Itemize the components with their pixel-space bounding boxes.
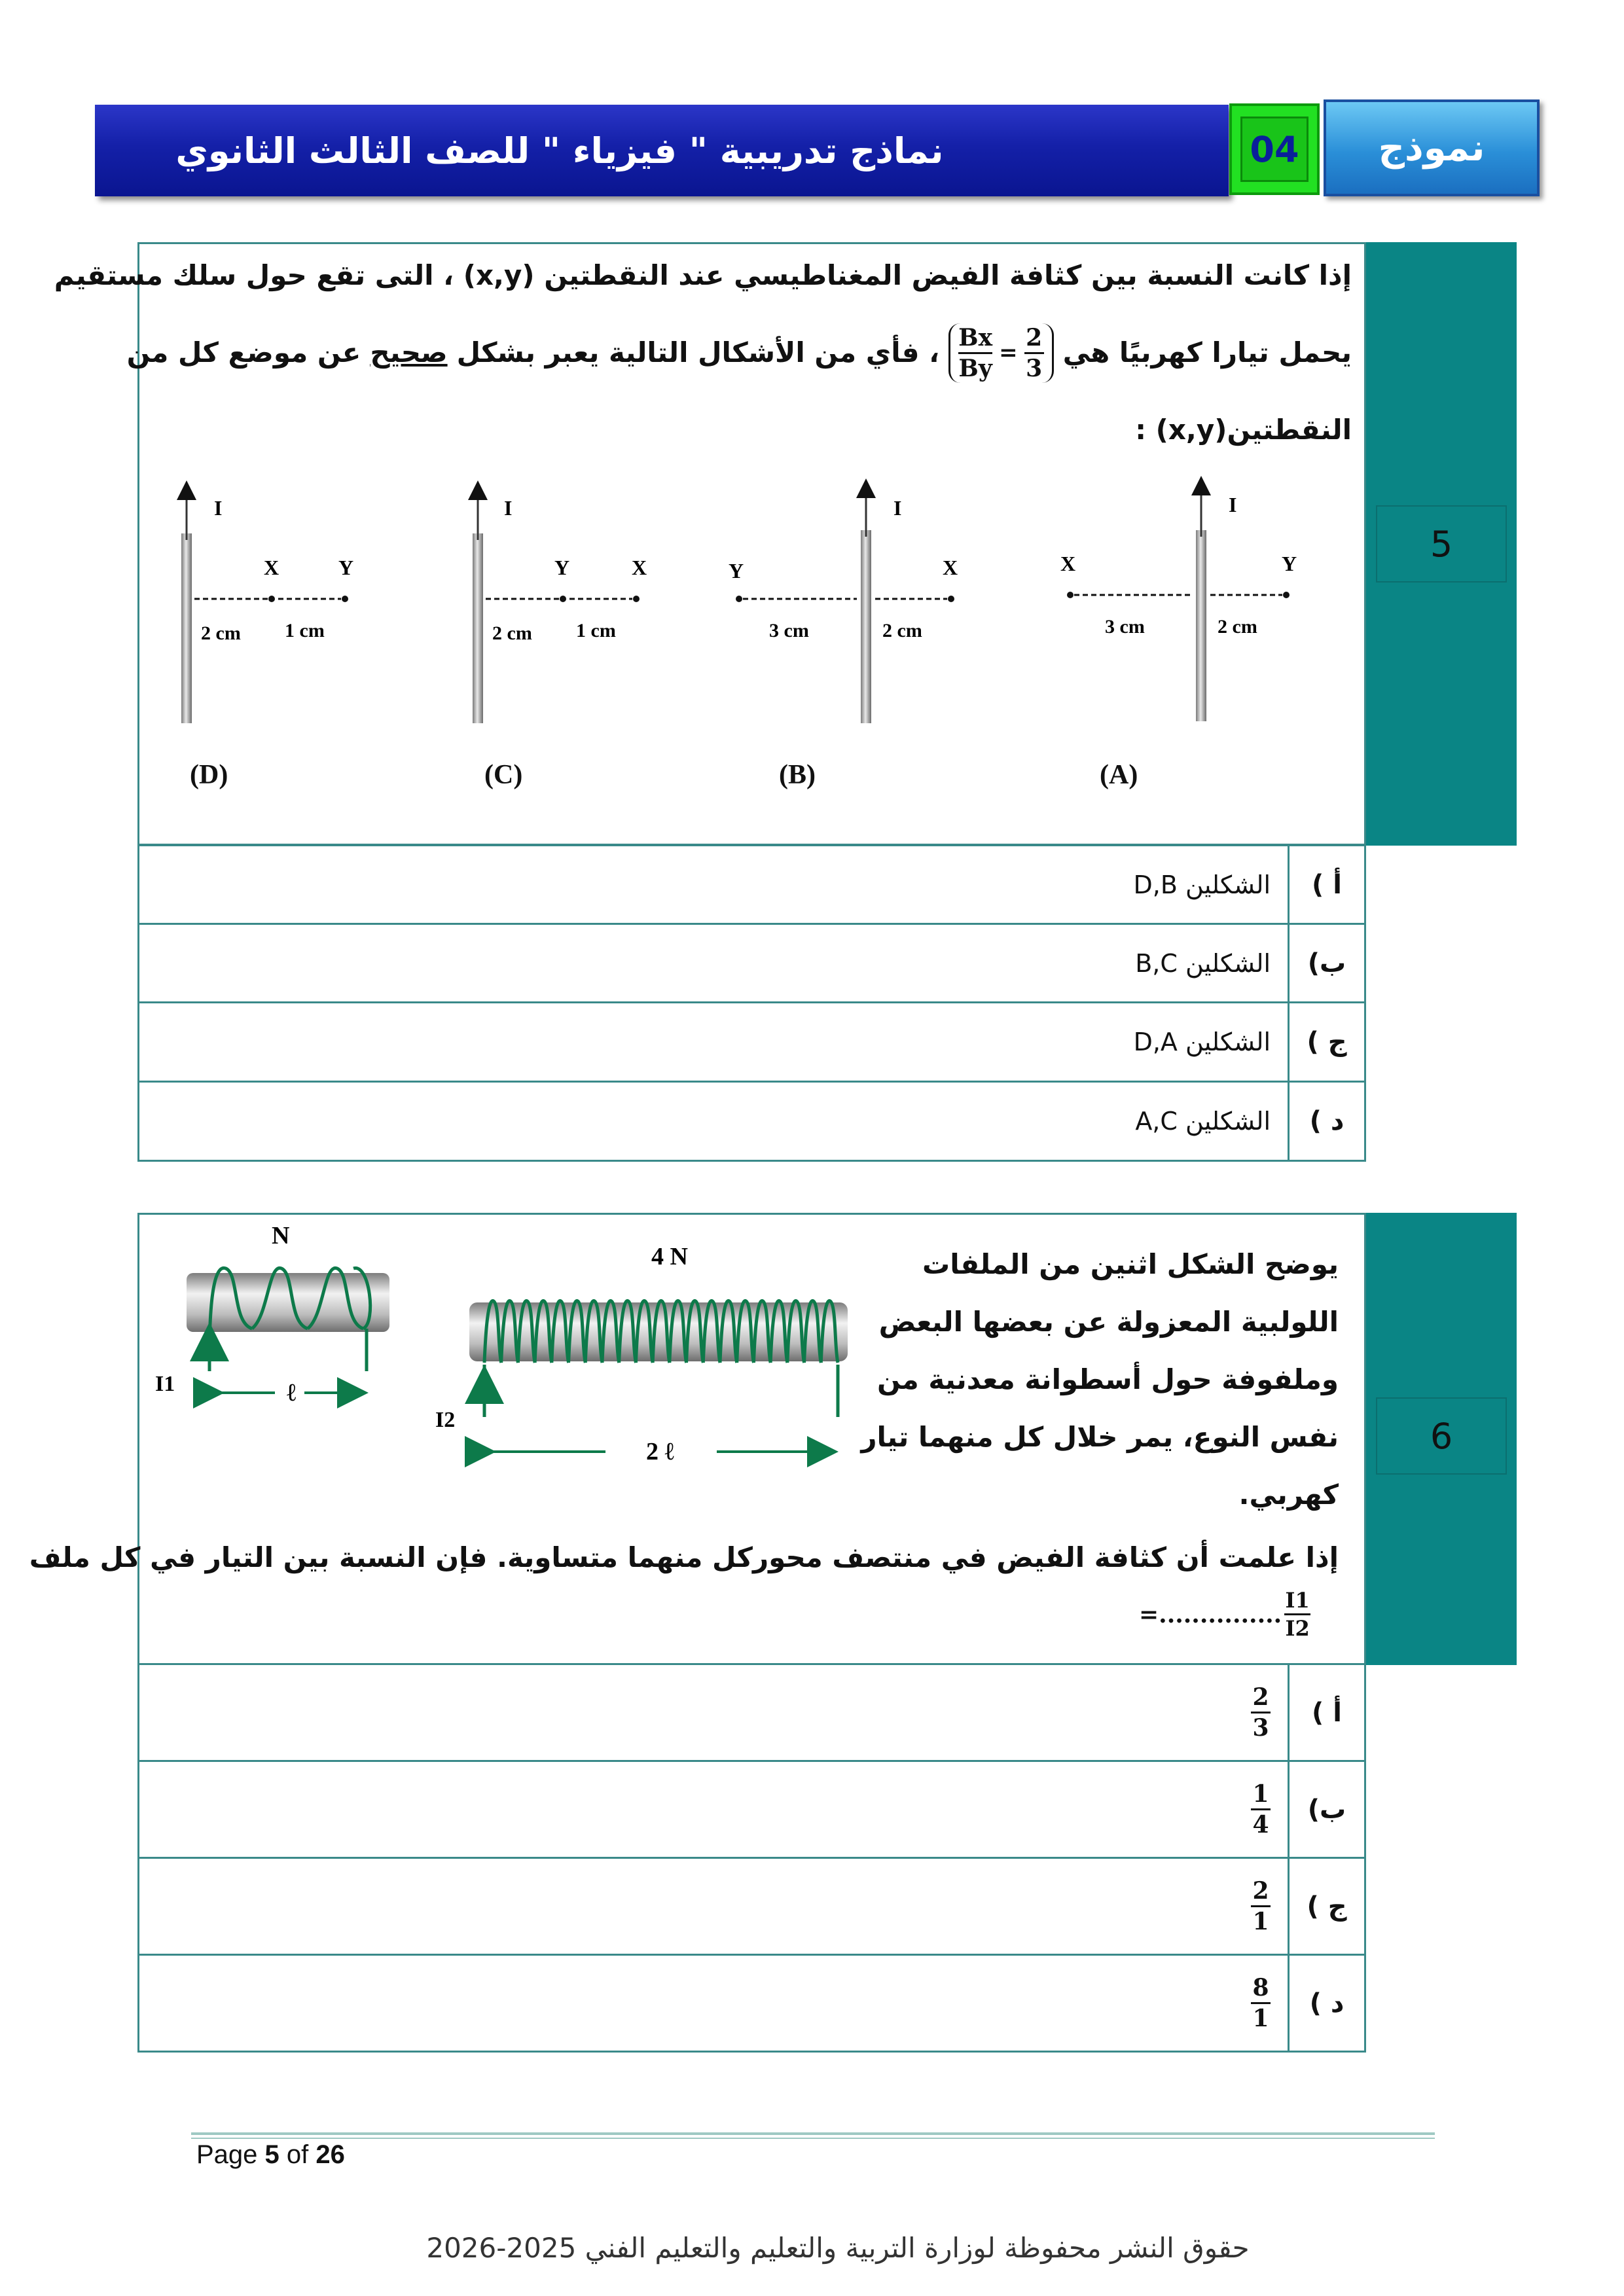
question-5-number: 5	[1376, 505, 1507, 583]
question-6-number: 6	[1376, 1397, 1507, 1475]
large-solenoid	[435, 1243, 848, 1465]
svg-text:ℓ: ℓ	[287, 1379, 297, 1407]
point	[948, 596, 954, 602]
q5-option-c[interactable]: ج ) الشكلين D,A	[137, 1001, 1366, 1083]
point	[736, 596, 742, 602]
svg-text:2 cm: 2 cm	[1218, 616, 1257, 637]
figure-label-a: (A)	[1100, 760, 1138, 790]
svg-text:Y: Y	[338, 556, 354, 579]
q5-ratio: $\frac{Bx}{By}$ = $\frac{2}{3}$	[948, 323, 1054, 383]
page-title: نماذج تدريبية " فيزياء " للصف الثالث الثانوي	[175, 130, 944, 171]
footer-divider	[191, 2132, 1435, 2135]
model-number-badge	[1229, 103, 1320, 195]
q5-line-1: إذا كانت النسبة بين كثافة الفيض المغناطيسي عند النقطتين (x,y) ، التى تقع حول سلك مستقيم	[54, 259, 1352, 291]
figure-d	[181, 484, 353, 723]
q6-option-c[interactable]: ج ) $\frac{2}{1}$	[137, 1857, 1366, 1956]
svg-text:3 cm: 3 cm	[1105, 616, 1145, 637]
svg-text:I1: I1	[155, 1372, 175, 1396]
svg-text:2 cm: 2 cm	[201, 622, 241, 644]
svg-text:2 cm: 2 cm	[492, 622, 532, 644]
svg-text:I: I	[214, 496, 223, 520]
point	[1067, 592, 1074, 598]
model-label: نموذج	[1324, 99, 1540, 196]
q5-option-d[interactable]: د ) الشكلين A,C	[137, 1081, 1366, 1162]
question-6-paragraph: يوضح الشكل اثنين من الملفات اللولبية المعزولة عن بعضها البعض وملفوفة حول أسطوانة معدنية من نفس النوع، يمر خلال كل منهما تيار كهربي.	[861, 1248, 1339, 1511]
svg-text:1 cm: 1 cm	[576, 620, 616, 641]
q5-option-b[interactable]: ب) الشكلين B,C	[137, 923, 1366, 1003]
svg-text:I: I	[1229, 493, 1237, 516]
point	[1283, 592, 1290, 598]
question-6-line: إذا علمت أن كثافة الفيض في منتصف محوركل منهما متساوية. فإن النسبة بين التيار في كل ملف	[29, 1541, 1339, 1573]
svg-text:Y: Y	[554, 556, 570, 579]
q6-solenoid-figure	[147, 1217, 874, 1479]
svg-text:4 N: 4 N	[651, 1243, 688, 1270]
q6-option-b[interactable]: ب) $\frac{1}{4}$	[137, 1760, 1366, 1859]
option-fraction: $\frac{2}{3}$	[1251, 1683, 1271, 1742]
footer-divider	[191, 2138, 1435, 2139]
svg-text:1 cm: 1 cm	[285, 620, 325, 641]
svg-text:I2: I2	[435, 1408, 456, 1432]
svg-text:I: I	[893, 496, 902, 520]
svg-text:2 ℓ: 2 ℓ	[646, 1438, 674, 1465]
point	[268, 596, 275, 602]
point	[560, 596, 566, 602]
option-fraction: $\frac{8}{1}$	[1251, 1973, 1271, 2033]
figure-label-c: (C)	[484, 760, 523, 790]
svg-text:X: X	[1060, 552, 1076, 575]
wire	[181, 533, 192, 723]
question-5-text	[54, 237, 1352, 469]
svg-text:I: I	[504, 496, 513, 520]
svg-text:Y: Y	[1282, 552, 1297, 575]
small-solenoid	[155, 1222, 389, 1407]
page-number: Page 5 of 26	[196, 2140, 345, 2169]
figure-b	[729, 482, 958, 723]
wire	[473, 533, 483, 723]
figure-label-d: (D)	[190, 760, 228, 790]
svg-text:Y: Y	[729, 559, 744, 583]
svg-text:X: X	[632, 556, 647, 579]
wire	[1196, 530, 1206, 721]
svg-text:3 cm: 3 cm	[769, 620, 809, 641]
q6-ratio: =............... $\frac{I1}{I2}$	[1139, 1588, 1310, 1641]
svg-text:N: N	[272, 1222, 290, 1249]
q5-line-2: يحمل تيارا كهربيًا هي $\frac{Bx}{By}$ = $\frac{2}{3}$ ، فأي من الأشكال التالية يعبر بشكل صحيح عن موضع كل من	[126, 323, 1352, 382]
option-fraction: $\frac{1}{4}$	[1251, 1780, 1271, 1839]
q5-figures	[141, 468, 1358, 743]
q6-option-d[interactable]: د ) $\frac{8}{1}$	[137, 1954, 1366, 2053]
copyright-notice: حقوق النشر محفوظة لوزارة التربية والتعليم والتعليم الفني 2025-2026	[426, 2232, 1250, 2264]
q6-option-a[interactable]: أ ) $\frac{2}{3}$	[137, 1663, 1366, 1762]
svg-text:2 cm: 2 cm	[882, 620, 922, 641]
point	[633, 596, 640, 602]
q5-option-a[interactable]: أ ) الشكلين D,B	[137, 844, 1366, 925]
wire	[861, 530, 871, 723]
svg-text:X: X	[943, 556, 958, 579]
figure-c	[473, 484, 647, 723]
model-number: 04	[1240, 117, 1308, 182]
option-fraction: $\frac{2}{1}$	[1251, 1876, 1271, 1936]
svg-text:X: X	[264, 556, 280, 579]
figure-label-b: (B)	[779, 760, 816, 790]
q5-line-3: النقطتين(x,y) :	[1135, 414, 1352, 446]
figure-a	[1060, 480, 1297, 721]
point	[342, 596, 348, 602]
